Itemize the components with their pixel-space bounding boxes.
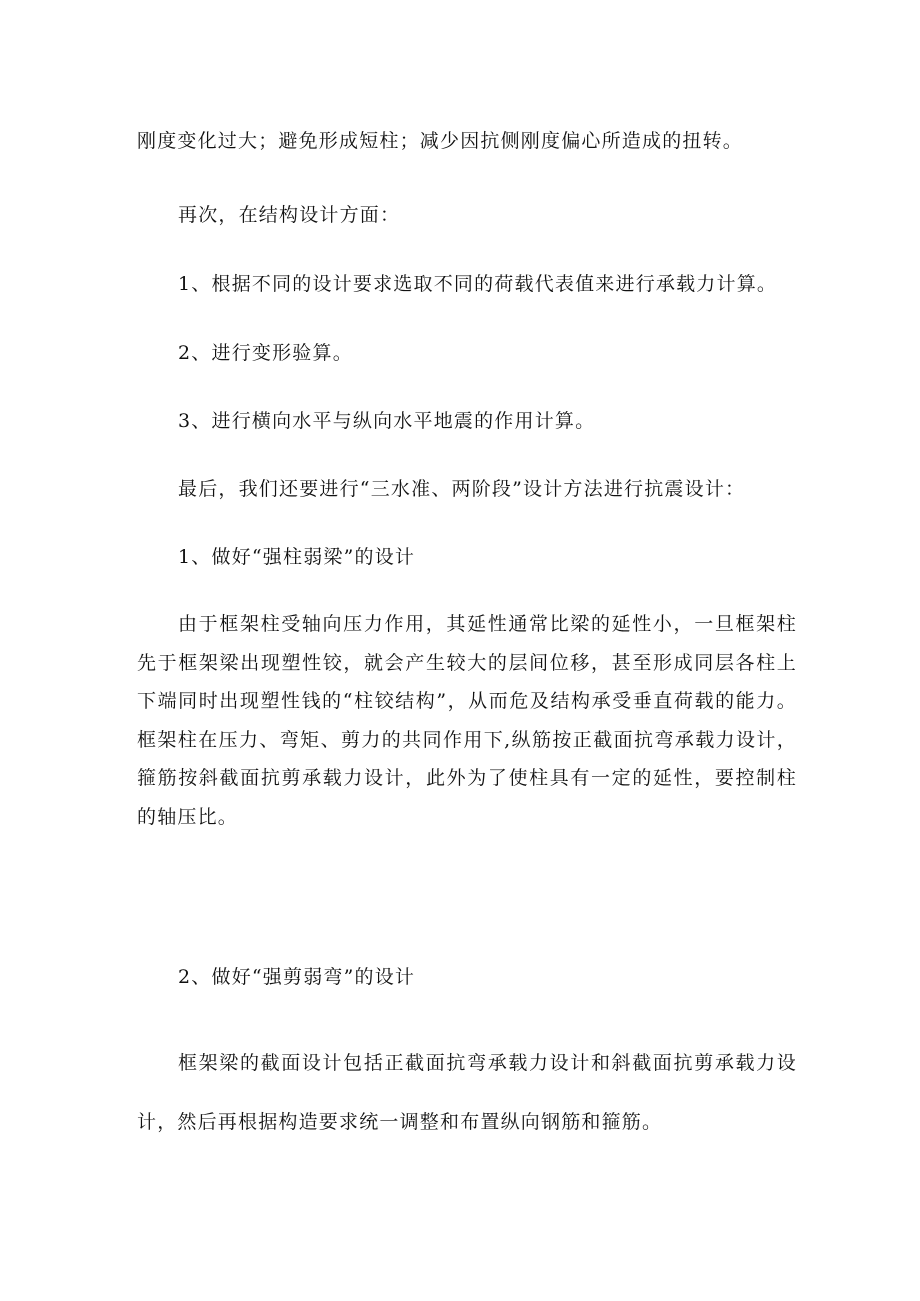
section2-body: 框架梁的截面设计包括正截面抗弯承载力设计和斜截面抗剪承载力设计，然后再根据构造要求统一调整和布置纵向钢筋和箍筋。 bbox=[137, 1052, 797, 1133]
section1-title: 1、做好“强柱弱梁”的设计 bbox=[178, 546, 416, 568]
section1-body: 由于框架柱受轴向压力作用，其延性通常比梁的延性小，一旦框架柱先于框架梁出现塑性铰，就会产生较大的层间位移，甚至形成同层各柱上下端同时出现塑性钱的“柱铰结构”，从而危及结构承受垂直荷载的能力。框架柱在压力、弯矩、剪力的共同作用下,纵筋按正截面抗弯承载力设计，箍筋按斜截面抗剪承载力设计，此外为了使柱具有一定的延性，要控制柱的轴压比。 bbox=[137, 613, 797, 828]
structural-item-1: 1、根据不同的设计要求选取不同的荷载代表值来进行承载力计算。 bbox=[178, 273, 778, 295]
continuation-line: 刚度变化过大；避免形成短柱；减少因抗侧刚度偏心所造成的扭转。 bbox=[137, 130, 744, 152]
structural-item-2: 2、进行变形验算。 bbox=[178, 342, 353, 364]
section2-title: 2、做好“强剪弱弯”的设计 bbox=[178, 966, 416, 988]
structural-item-3: 3、进行横向水平与纵向水平地震的作用计算。 bbox=[178, 410, 596, 432]
final-heading: 最后，我们还要进行“三水准、两阶段”设计方法进行抗震设计： bbox=[178, 478, 746, 500]
structural-heading: 再次，在结构设计方面： bbox=[178, 204, 401, 226]
